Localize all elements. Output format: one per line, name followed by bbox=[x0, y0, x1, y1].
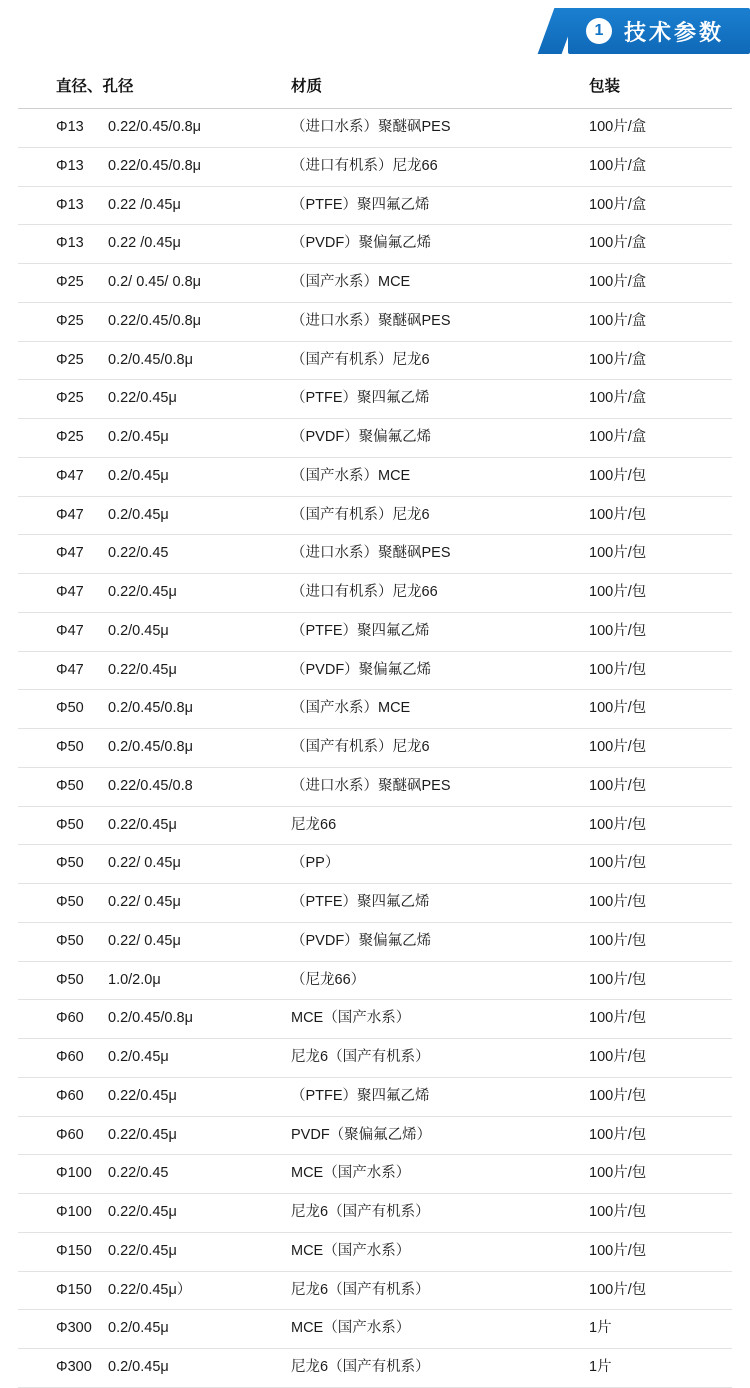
cell-diameter-pore bbox=[18, 186, 273, 225]
cell-packaging: 100片/包 bbox=[573, 1116, 732, 1155]
cell-diameter: Φ100 bbox=[56, 1204, 92, 1220]
cell-diameter: Φ47 bbox=[56, 661, 84, 678]
cell-material: MCE（国产水系） bbox=[273, 1000, 573, 1039]
cell-packaging: 100片/包 bbox=[573, 884, 732, 923]
cell-packaging: 100片/包 bbox=[573, 1271, 732, 1310]
table-row bbox=[18, 845, 732, 884]
table-row bbox=[18, 1116, 732, 1155]
cell-diameter: Φ25 bbox=[56, 274, 84, 290]
section-header bbox=[0, 0, 750, 62]
cell-diameter-pore bbox=[18, 419, 273, 458]
table-row bbox=[18, 1349, 732, 1388]
table-header-row bbox=[18, 62, 732, 109]
cell-diameter-pore bbox=[18, 1039, 273, 1078]
table-row bbox=[18, 302, 732, 341]
cell-material: 尼龙66 bbox=[273, 806, 573, 845]
cell-packaging: 100片/盒 bbox=[573, 147, 732, 186]
cell-material: （国产有机系）尼龙6 bbox=[273, 729, 573, 768]
cell-diameter-pore bbox=[18, 1000, 273, 1039]
cell-pore-size: 0.22/0.45/0.8 bbox=[108, 777, 193, 794]
cell-packaging: 100片/盒 bbox=[573, 341, 732, 380]
cell-pore-size: 0.22/0.45/0.8μ bbox=[108, 119, 202, 135]
table-row bbox=[18, 729, 732, 768]
cell-packaging: 100片/包 bbox=[573, 457, 732, 496]
table-row bbox=[18, 419, 732, 458]
cell-pore-size: 0.2/0.45μ bbox=[108, 1359, 169, 1375]
cell-diameter: Φ50 bbox=[56, 894, 84, 910]
cell-pore-size: 0.22/0.45μ） bbox=[108, 1281, 192, 1298]
cell-diameter: Φ50 bbox=[56, 739, 84, 755]
cell-diameter-pore bbox=[18, 922, 273, 961]
cell-diameter-pore bbox=[18, 147, 273, 186]
section-title: 技术参数 bbox=[623, 19, 724, 45]
cell-diameter-pore bbox=[18, 1116, 273, 1155]
cell-pore-size: 0.22/0.45μ bbox=[108, 661, 177, 678]
cell-diameter-pore bbox=[18, 574, 273, 613]
cell-diameter: Φ50 bbox=[56, 855, 84, 872]
cell-diameter: Φ13 bbox=[56, 119, 84, 135]
cell-material: （PP） bbox=[273, 845, 573, 884]
cell-material: （PVDF）聚偏氟乙烯 bbox=[273, 419, 573, 458]
cell-diameter: Φ60 bbox=[56, 1049, 84, 1065]
cell-diameter-pore bbox=[18, 767, 273, 806]
cell-material: （国产有机系）尼龙6 bbox=[273, 496, 573, 535]
cell-pore-size: 0.2/0.45/0.8μ bbox=[108, 1010, 193, 1027]
cell-diameter: Φ60 bbox=[56, 1010, 84, 1027]
cell-material: （PVDF）聚偏氟乙烯 bbox=[273, 651, 573, 690]
cell-material: MCE（国产水系） bbox=[273, 1310, 573, 1349]
cell-diameter-pore bbox=[18, 341, 273, 380]
cell-diameter: Φ47 bbox=[56, 584, 84, 600]
table-row bbox=[18, 884, 732, 923]
table-row bbox=[18, 1039, 732, 1078]
cell-packaging: 100片/包 bbox=[573, 651, 732, 690]
cell-diameter-pore bbox=[18, 612, 273, 651]
cell-diameter-pore bbox=[18, 225, 273, 264]
cell-pore-size: 0.22/0.45μ bbox=[108, 816, 177, 833]
cell-diameter: Φ47 bbox=[56, 622, 84, 639]
cell-pore-size: 0.2/0.45/0.8μ bbox=[108, 739, 193, 755]
table-row bbox=[18, 186, 732, 225]
cell-packaging: 100片/包 bbox=[573, 496, 732, 535]
table-row bbox=[18, 1232, 732, 1271]
cell-packaging: 100片/包 bbox=[573, 767, 732, 806]
table-row bbox=[18, 1000, 732, 1039]
table-body bbox=[18, 109, 732, 1388]
cell-diameter-pore bbox=[18, 1349, 273, 1388]
cell-material: （PTFE）聚四氟乙烯 bbox=[273, 884, 573, 923]
cell-diameter: Φ47 bbox=[56, 467, 84, 484]
cell-pore-size: 0.2/0.45μ bbox=[108, 429, 169, 445]
table-row bbox=[18, 496, 732, 535]
cell-pore-size: 0.2/0.45μ bbox=[108, 506, 169, 523]
cell-packaging: 100片/包 bbox=[573, 1077, 732, 1116]
cell-packaging: 100片/盒 bbox=[573, 225, 732, 264]
cell-diameter: Φ25 bbox=[56, 312, 84, 329]
cell-packaging: 100片/包 bbox=[573, 1194, 732, 1233]
cell-material: （国产水系）MCE bbox=[273, 264, 573, 303]
cell-pore-size: 0.22/0.45μ bbox=[108, 1242, 177, 1259]
table-row bbox=[18, 147, 732, 186]
cell-material: （进口水系）聚醚砜PES bbox=[273, 767, 573, 806]
cell-packaging: 100片/包 bbox=[573, 574, 732, 613]
cell-material: （进口有机系）尼龙66 bbox=[273, 574, 573, 613]
cell-packaging: 100片/盒 bbox=[573, 302, 732, 341]
cell-material: （进口有机系）尼龙66 bbox=[273, 147, 573, 186]
cell-packaging: 100片/包 bbox=[573, 535, 732, 574]
cell-diameter-pore bbox=[18, 109, 273, 148]
cell-diameter: Φ25 bbox=[56, 429, 84, 445]
table-row bbox=[18, 341, 732, 380]
cell-pore-size: 1.0/2.0μ bbox=[108, 971, 161, 988]
cell-material: （PVDF）聚偏氟乙烯 bbox=[273, 225, 573, 264]
cell-diameter: Φ300 bbox=[56, 1320, 92, 1337]
cell-diameter: Φ50 bbox=[56, 932, 84, 949]
column-header-packaging: 包装 bbox=[573, 62, 732, 109]
column-header-diameter-pore: 直径、孔径 bbox=[18, 62, 273, 109]
cell-material: （国产水系）MCE bbox=[273, 690, 573, 729]
cell-material: （尼龙66） bbox=[273, 961, 573, 1000]
table-row bbox=[18, 574, 732, 613]
table-row bbox=[18, 1194, 732, 1233]
cell-diameter-pore bbox=[18, 690, 273, 729]
table-row bbox=[18, 457, 732, 496]
cell-diameter: Φ150 bbox=[56, 1281, 92, 1298]
cell-diameter: Φ25 bbox=[56, 390, 84, 407]
table-row bbox=[18, 264, 732, 303]
cell-material: （进口水系）聚醚砜PES bbox=[273, 302, 573, 341]
cell-diameter-pore bbox=[18, 884, 273, 923]
cell-packaging: 1片 bbox=[573, 1349, 732, 1388]
cell-diameter: Φ13 bbox=[56, 157, 84, 174]
cell-pore-size: 0.22/0.45μ bbox=[108, 1126, 177, 1143]
cell-pore-size: 0.2/0.45μ bbox=[108, 467, 169, 484]
cell-packaging: 100片/包 bbox=[573, 612, 732, 651]
cell-pore-size: 0.22/0.45μ bbox=[108, 1204, 177, 1220]
cell-diameter: Φ47 bbox=[56, 506, 84, 523]
cell-pore-size: 0.22/0.45μ bbox=[108, 584, 177, 600]
cell-pore-size: 0.22/ 0.45μ bbox=[108, 894, 181, 910]
table-row bbox=[18, 961, 732, 1000]
cell-material: （国产有机系）尼龙6 bbox=[273, 341, 573, 380]
cell-packaging: 100片/包 bbox=[573, 1232, 732, 1271]
cell-material: 尼龙6（国产有机系） bbox=[273, 1039, 573, 1078]
cell-pore-size: 0.2/0.45/0.8μ bbox=[108, 351, 193, 368]
cell-diameter: Φ50 bbox=[56, 971, 84, 988]
cell-material: （PTFE）聚四氟乙烯 bbox=[273, 380, 573, 419]
cell-packaging: 100片/包 bbox=[573, 922, 732, 961]
cell-diameter: Φ25 bbox=[56, 351, 84, 368]
cell-diameter-pore bbox=[18, 1310, 273, 1349]
cell-diameter-pore bbox=[18, 535, 273, 574]
cell-pore-size: 0.2/0.45μ bbox=[108, 1320, 169, 1337]
column-header-material: 材质 bbox=[273, 62, 573, 109]
cell-material: MCE（国产水系） bbox=[273, 1232, 573, 1271]
cell-pore-size: 0.22/0.45 bbox=[108, 1165, 169, 1182]
cell-diameter: Φ300 bbox=[56, 1359, 92, 1375]
cell-diameter: Φ13 bbox=[56, 196, 84, 213]
cell-material: （进口水系）聚醚砜PES bbox=[273, 535, 573, 574]
cell-packaging: 100片/包 bbox=[573, 1155, 732, 1194]
cell-packaging: 100片/包 bbox=[573, 806, 732, 845]
cell-diameter-pore bbox=[18, 1194, 273, 1233]
table-row bbox=[18, 225, 732, 264]
table-row bbox=[18, 922, 732, 961]
cell-packaging: 100片/盒 bbox=[573, 264, 732, 303]
cell-diameter-pore bbox=[18, 302, 273, 341]
table-row bbox=[18, 380, 732, 419]
cell-diameter: Φ60 bbox=[56, 1087, 84, 1104]
cell-diameter: Φ50 bbox=[56, 816, 84, 833]
cell-diameter-pore bbox=[18, 496, 273, 535]
specification-table bbox=[18, 62, 732, 1388]
cell-diameter-pore bbox=[18, 264, 273, 303]
cell-diameter: Φ60 bbox=[56, 1126, 84, 1143]
cell-diameter-pore bbox=[18, 845, 273, 884]
cell-diameter: Φ50 bbox=[56, 777, 84, 794]
cell-material: （PTFE）聚四氟乙烯 bbox=[273, 1077, 573, 1116]
table-row bbox=[18, 1155, 732, 1194]
cell-packaging: 1片 bbox=[573, 1310, 732, 1349]
table-row bbox=[18, 806, 732, 845]
cell-diameter-pore bbox=[18, 1077, 273, 1116]
cell-pore-size: 0.22/0.45μ bbox=[108, 1087, 177, 1104]
cell-pore-size: 0.22/0.45/0.8μ bbox=[108, 312, 202, 329]
cell-packaging: 100片/盒 bbox=[573, 186, 732, 225]
cell-material: （国产水系）MCE bbox=[273, 457, 573, 496]
cell-material: 尼龙6（国产有机系） bbox=[273, 1271, 573, 1310]
cell-pore-size: 0.2/0.45μ bbox=[108, 622, 169, 639]
cell-packaging: 100片/包 bbox=[573, 729, 732, 768]
cell-material: （进口水系）聚醚砜PES bbox=[273, 109, 573, 148]
cell-pore-size: 0.22/0.45 bbox=[108, 545, 169, 562]
cell-diameter-pore bbox=[18, 1155, 273, 1194]
cell-packaging: 100片/盒 bbox=[573, 109, 732, 148]
cell-material: （PVDF）聚偏氟乙烯 bbox=[273, 922, 573, 961]
section-number-badge: 1 bbox=[586, 18, 612, 44]
cell-diameter-pore bbox=[18, 729, 273, 768]
cell-diameter-pore bbox=[18, 1271, 273, 1310]
cell-pore-size: 0.2/ 0.45/ 0.8μ bbox=[108, 274, 202, 290]
cell-packaging: 100片/包 bbox=[573, 961, 732, 1000]
table-row bbox=[18, 651, 732, 690]
table-row bbox=[18, 1077, 732, 1116]
cell-diameter: Φ100 bbox=[56, 1165, 92, 1182]
section-header-banner bbox=[568, 8, 750, 54]
cell-pore-size: 0.22/0.45μ bbox=[108, 390, 177, 407]
cell-diameter-pore bbox=[18, 651, 273, 690]
cell-material: 尼龙6（国产有机系） bbox=[273, 1349, 573, 1388]
cell-diameter-pore bbox=[18, 1232, 273, 1271]
cell-pore-size: 0.22 /0.45μ bbox=[108, 196, 181, 213]
cell-diameter-pore bbox=[18, 380, 273, 419]
cell-pore-size: 0.2/0.45/0.8μ bbox=[108, 700, 193, 717]
table-row bbox=[18, 1310, 732, 1349]
cell-packaging: 100片/盒 bbox=[573, 380, 732, 419]
cell-pore-size: 0.22/ 0.45μ bbox=[108, 855, 181, 872]
cell-packaging: 100片/盒 bbox=[573, 419, 732, 458]
table-row bbox=[18, 1271, 732, 1310]
table-row bbox=[18, 690, 732, 729]
cell-diameter-pore bbox=[18, 806, 273, 845]
cell-diameter: Φ47 bbox=[56, 545, 84, 562]
table-row bbox=[18, 109, 732, 148]
cell-pore-size: 0.22 /0.45μ bbox=[108, 235, 181, 252]
cell-packaging: 100片/包 bbox=[573, 690, 732, 729]
cell-diameter: Φ50 bbox=[56, 700, 84, 717]
cell-diameter-pore bbox=[18, 457, 273, 496]
cell-material: 尼龙6（国产有机系） bbox=[273, 1194, 573, 1233]
cell-diameter: Φ150 bbox=[56, 1242, 92, 1259]
cell-material: （PTFE）聚四氟乙烯 bbox=[273, 186, 573, 225]
table-row bbox=[18, 535, 732, 574]
table-row bbox=[18, 612, 732, 651]
cell-material: PVDF（聚偏氟乙烯） bbox=[273, 1116, 573, 1155]
cell-material: MCE（国产水系） bbox=[273, 1155, 573, 1194]
cell-pore-size: 0.2/0.45μ bbox=[108, 1049, 169, 1065]
cell-packaging: 100片/包 bbox=[573, 1039, 732, 1078]
cell-material: （PTFE）聚四氟乙烯 bbox=[273, 612, 573, 651]
cell-packaging: 100片/包 bbox=[573, 1000, 732, 1039]
cell-diameter-pore bbox=[18, 961, 273, 1000]
cell-pore-size: 0.22/ 0.45μ bbox=[108, 932, 181, 949]
cell-diameter: Φ13 bbox=[56, 235, 84, 252]
table-row bbox=[18, 767, 732, 806]
cell-packaging: 100片/包 bbox=[573, 845, 732, 884]
cell-pore-size: 0.22/0.45/0.8μ bbox=[108, 157, 202, 174]
